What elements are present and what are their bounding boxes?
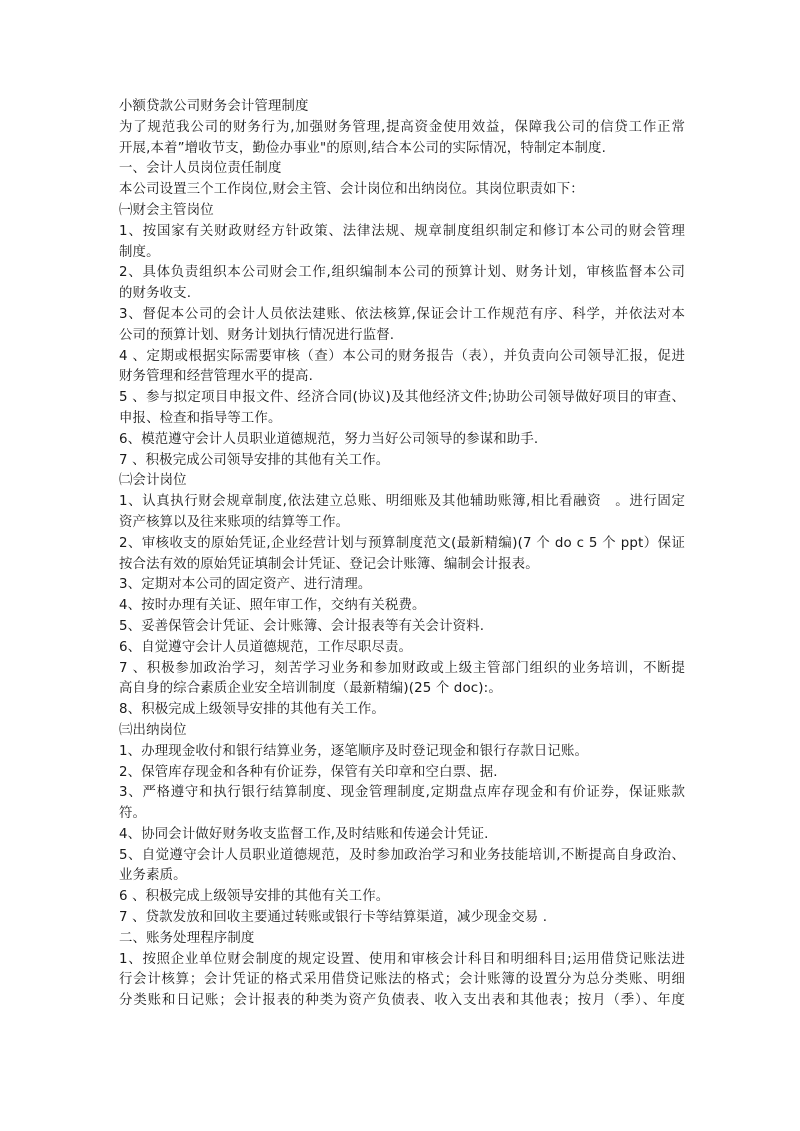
text-line: 4、协同会计做好财务收支监督工作,及时结账和传递会计凭证. [119,826,489,842]
text-line: 2、审核收支的原始凭证,企业经营计划与预算制度范文(最新精编)(7 个 do c 5 个 ppt）保证 [119,535,685,551]
text-line: 5、妥善保管会计凭证、会计账簿、会计报表等有关会计资料. [119,618,485,634]
text-line: 2、具体负责组织本公司财会工作,组织编制本公司的预算计划、财务计划，审核监督本公司 [119,265,685,281]
text-line: 行会计核算；会计凭证的格式采用借贷记账法的格式；会计账簿的设置分为总分类账、明细 [119,972,685,988]
text-line: 制度。 [119,244,160,260]
text-line: 7 、积极参加政治学习，刻苦学习业务和参加财政或上级主管部门组织的业务培训，不断提 [119,660,685,676]
text-line: 7 、贷款发放和回收主要通过转账或银行卡等结算渠道，减少现金交易 . [119,910,548,926]
text-line: 符。 [119,806,147,822]
text-line: 3、督促本公司的会计人员依法建账、依法核算,保证会计工作规范有序、科学，并依法对本 [119,306,685,322]
text-line: 6、模范遵守会计人员职业道德规范，努力当好公司领导的参谋和助手. [119,431,539,447]
text-line: 按合法有效的原始凭证填制会计凭证、登记会计账簿、编制会计报表。 [119,556,539,572]
text-line: 公司的预算计划、财务计划执行情况进行监督. [119,327,395,343]
text-line: 7 、积极完成公司领导安排的其他有关工作。 [119,452,390,468]
text-line: 开展,本着”增收节支，勤俭办事业"的原则,结合本公司的实际情况，特制定本制度. [119,140,606,156]
text-line: 高自身的综合素质企业安全培训制度（最新精编)(25 个 doc):。 [119,681,502,697]
text-line: 5、自觉遵守会计人员职业道德规范，及时参加政治学习和业务技能培训,不断提高自身政治、 [119,847,685,863]
section-heading: 二、账务处理程序制度 [119,930,255,946]
text-line: 6、自觉遵守会计人员道德规范，工作尽职尽责。 [119,639,413,655]
subsection-heading: ㈡会计岗位 [119,473,187,489]
text-line: 资产核算以及往来账项的结算等工作。 [119,514,350,530]
text-line: 业务素质。 [119,868,187,884]
text-line: 5 、参与拟定项目申报文件、经济合同(协议)及其他经济文件;协助公司领导做好项目的审查、 [119,390,685,406]
text-line: 申报、检查和指导等工作。 [119,410,282,426]
text-line: 财务管理和经营管理水平的提高. [119,369,313,385]
text-line: 1、按照企业单位财会制度的规定设置、使用和审核会计科目和明细科目;运用借贷记账法进 [119,951,685,967]
text-line: 4 、定期或根据实际需要审核（查）本公司的财务报告（表），并负责向公司领导汇报，促进 [119,348,685,364]
text-line: 8、积极完成上级领导安排的其他有关工作。 [119,702,385,718]
text-line: 2、保管库存现金和各种有价证券，保管有关印章和空白票、据. [119,764,498,780]
document-title: 小额贷款公司财务会计管理制度 [119,99,309,114]
section-heading: 一、会计人员岗位责任制度 [119,161,282,177]
text-line: 6 、积极完成上级领导安排的其他有关工作。 [119,889,390,905]
document-page [119,97,685,1012]
text-line: 1、办理现金收付和银行结算业务，逐笔顺序及时登记现金和银行存款日记账。 [119,743,589,759]
text-line: 的财务收支. [119,286,192,302]
text-line: 1、认真执行财会规章制度,依法建立总账、明细账及其他辅助账簿,相比看融资 。进行固定 [119,494,685,510]
text-line: 分类账和日记账；会计报表的种类为资产负债表、收入支出表和其他表；按月（季）、年度 [119,993,685,1009]
subsection-heading: ㈢出纳岗位 [119,722,187,738]
subsection-heading: ㈠财会主管岗位 [119,202,214,218]
text-line: 4、按时办理有关证、照年审工作，交纳有关税费。 [119,598,426,614]
text-line: 1、按国家有关财政财经方针政策、法律法规、规章制度组织制定和修订本公司的财会管理 [119,223,685,239]
text-line: 3、定期对本公司的固定资产、进行清理。 [119,577,372,593]
text-line: 为了规范我公司的财务行为,加强财务管理,提高资金使用效益，保障我公司的信贷工作正常 [119,119,685,135]
text-line: 本公司设置三个工作岗位,财会主管、会计岗位和出纳岗位。其岗位职责如下： [119,182,584,198]
text-line: 3、严格遵守和执行银行结算制度、现金管理制度,定期盘点库存现金和有价证券，保证账款 [119,785,685,801]
